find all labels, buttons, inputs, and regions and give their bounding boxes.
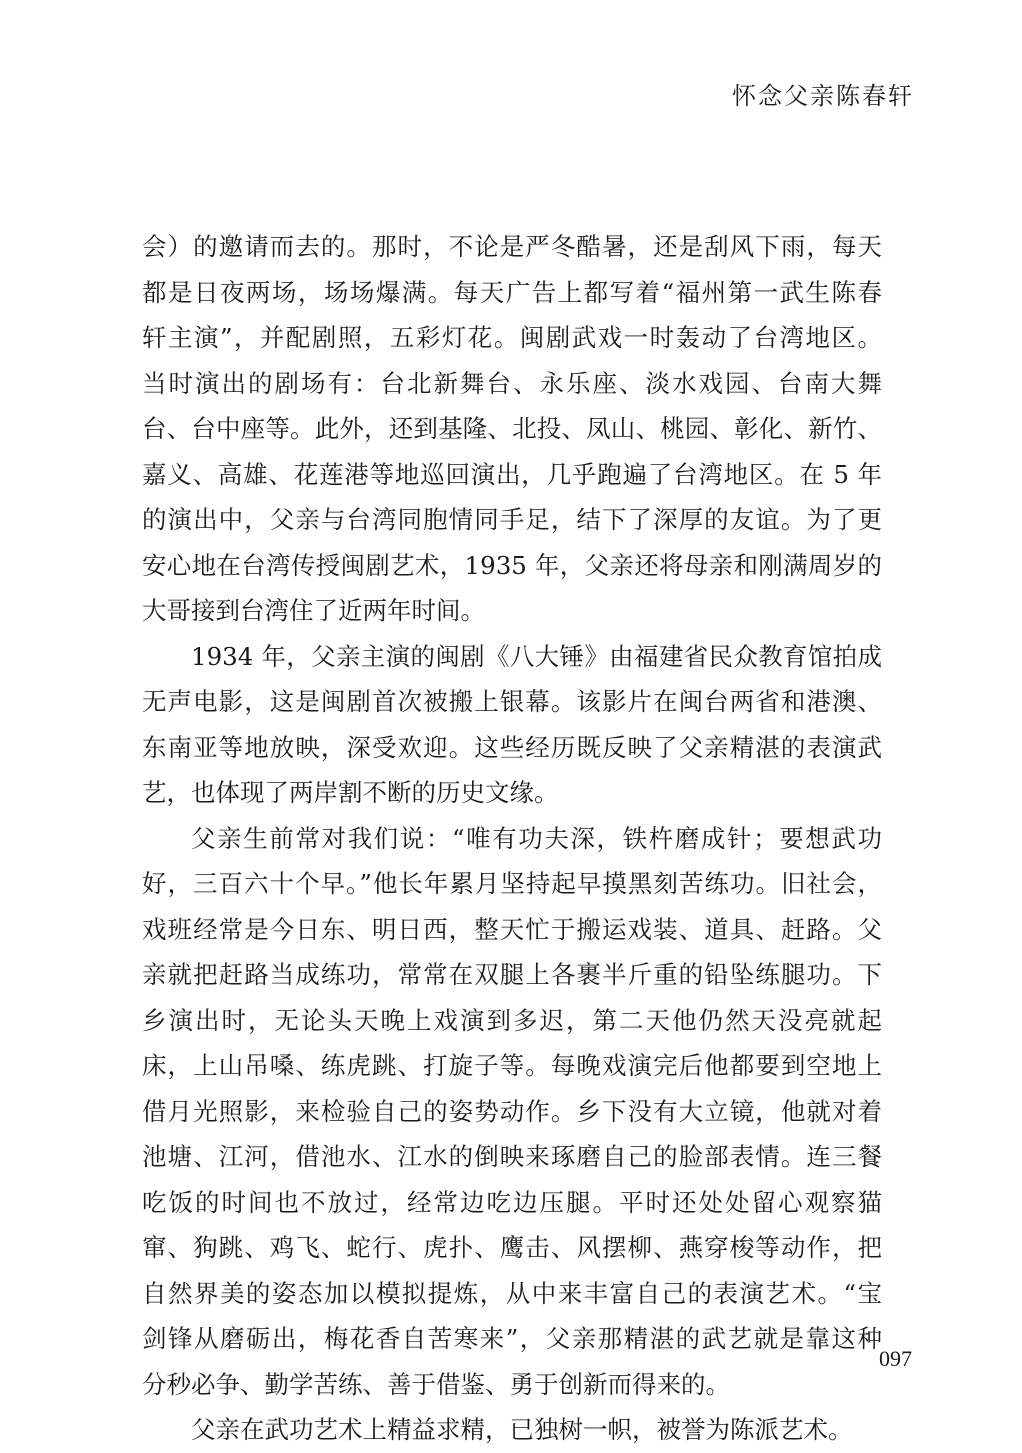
paragraph	[142, 634, 882, 816]
text-line: 安心地在台湾传授闽剧艺术，1935 年，父亲还将母亲和刚满周岁的	[142, 550, 882, 580]
paragraph	[142, 224, 882, 634]
text-line: 东南亚等地放映，深受欢迎。这些经历既反映了父亲精湛的表演武	[142, 732, 882, 762]
header-rule	[142, 128, 880, 129]
text-line: 吃饭的时间也不放过，经常边吃边压腿。平时还处处留心观察猫	[142, 1187, 882, 1217]
paragraph	[142, 1407, 882, 1453]
text-line: 好，三百六十个早。”他长年累月坚持起早摸黑刻苦练功。旧社会，	[142, 869, 882, 898]
text-line: 池塘、江河，借池水、江水的倒映来琢磨自己的脸部表情。连三餐	[142, 1142, 882, 1171]
paragraph	[142, 816, 882, 1408]
text-line: 无声电影，这是闽剧首次被搬上银幕。该影片在闽台两省和港澳、	[142, 687, 882, 716]
text-line: 都是日夜两场，场场爆满。每天广告上都写着“福州第一武生陈春	[142, 277, 882, 307]
text-line: 当时演出的剧场有：台北新舞台、永乐座、淡水戏园、台南大舞	[142, 368, 882, 398]
text-line: 父亲生前常对我们说：“唯有功夫深，铁杵磨成针；要想武功	[191, 823, 882, 853]
text-line: 分秒必争、勤学苦练、善于借鉴、勇于创新而得来的。	[142, 1369, 730, 1399]
text-line: 台、台中座等。此外，还到基隆、北投、凤山、桃园、彰化、新竹、	[142, 414, 882, 443]
text-line: 1934 年，父亲主演的闽剧《八大锤》由福建省民众教育馆拍成	[191, 641, 882, 671]
text-line: 窜、狗跳、鸡飞、蛇行、虎扑、鹰击、风摆柳、燕穿梭等动作，把	[142, 1233, 882, 1262]
text-line: 借月光照影，来检验自己的姿势动作。乡下没有大立镜，他就对着	[142, 1096, 882, 1126]
text-line: 会）的邀请而去的。那时，不论是严冬酷暑，还是刮风下雨，每天	[142, 232, 882, 261]
text-line: 父亲在武功艺术上精益求精，已独树一帜，被誉为陈派艺术。	[191, 1415, 853, 1444]
text-line: 乡演出时，无论头天晚上戏演到多迟，第二天他仍然天没亮就起	[142, 1005, 882, 1035]
text-line: 亲就把赶路当成练功，常常在双腿上各裹半斤重的铅坠练腿功。下	[142, 960, 882, 989]
text-line: 嘉义、高雄、花莲港等地巡回演出，几乎跑遍了台湾地区。在 5 年	[142, 459, 882, 489]
text-line: 自然界美的姿态加以模拟提炼，从中来丰富自己的表演艺术。“宝	[142, 1278, 882, 1308]
text-line: 艺，也体现了两岸割不断的历史文缘。	[142, 778, 559, 807]
text-line: 的演出中，父亲与台湾同胞情同手足，结下了深厚的友谊。为了更	[142, 505, 882, 534]
running-header: 怀念父亲陈春轩	[732, 82, 914, 110]
text-line: 床，上山吊嗓、练虎跳、打旋子等。每晚戏演完后他都要到空地上	[142, 1051, 882, 1080]
page-number: 097	[879, 1346, 912, 1371]
text-line: 轩主演”，并配剧照，五彩灯花。闽剧武戏一时轰动了台湾地区。	[142, 323, 882, 352]
text-line: 大哥接到台湾住了近两年时间。	[142, 596, 485, 625]
text-line: 剑锋从磨砺出，梅花香自苦寒来”，父亲那精湛的武艺就是靠这种	[142, 1324, 882, 1353]
body-text	[142, 224, 882, 1453]
text-line: 戏班经常是今日东、明日西，整天忙于搬运戏装、道具、赶路。父	[142, 914, 882, 944]
